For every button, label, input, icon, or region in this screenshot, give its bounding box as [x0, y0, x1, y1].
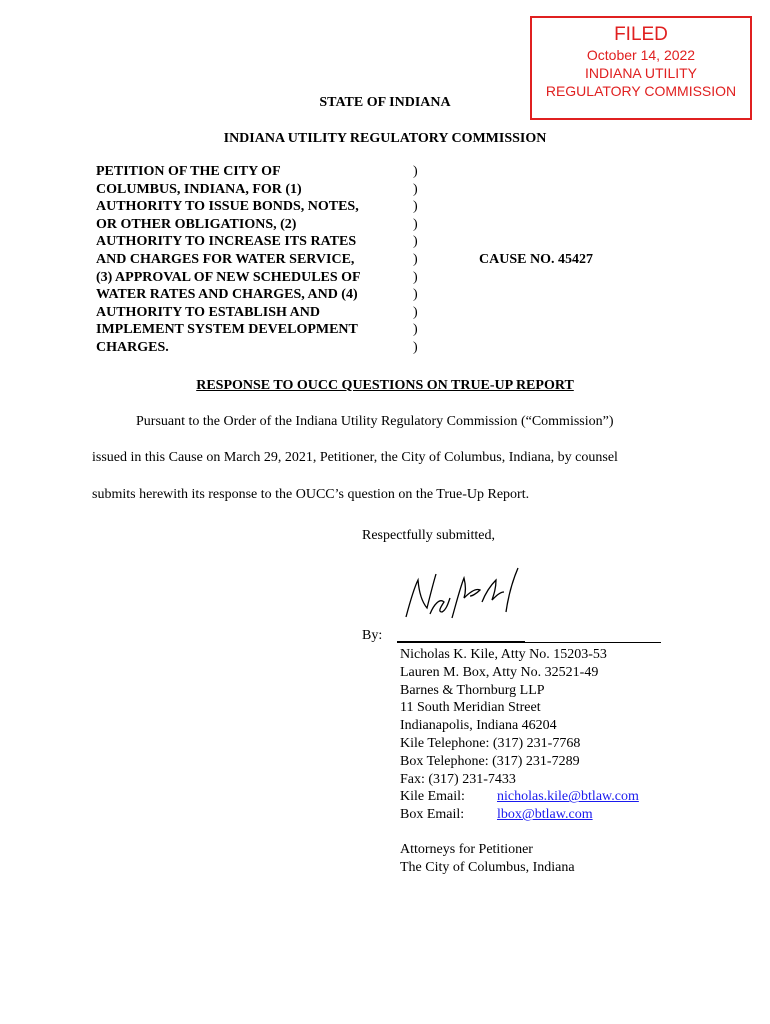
attorneys-block [400, 841, 575, 877]
kile-email-row [400, 788, 639, 806]
counsel-line: 11 South Meridian Street [400, 700, 541, 716]
attorneys-for: Attorneys for Petitioner [400, 842, 533, 857]
by-label: By: [362, 628, 383, 643]
caption-line: OR OTHER OBLIGATIONS, (2) [96, 216, 297, 232]
box-email-row [400, 806, 639, 824]
paren: ) [413, 199, 418, 215]
box-email-link[interactable]: lbox@btlaw.com [497, 807, 593, 823]
stamp-line-1: INDIANA UTILITY [584, 65, 698, 81]
paren: ) [413, 181, 418, 197]
counsel-line: Nicholas K. Kile, Atty No. 15203-53 [400, 647, 607, 662]
caption-line: IMPLEMENT SYSTEM DEVELOPMENT [96, 322, 358, 338]
stamp-title: FILED [614, 24, 668, 45]
stamp-date: October 14, 2022 [586, 47, 696, 63]
caption-line: AUTHORITY TO ISSUE BONDS, NOTES, [96, 199, 359, 215]
counsel-line: Indianapolis, Indiana 46204 [400, 718, 557, 734]
caption-line: CHARGES. [96, 339, 169, 355]
respectfully-submitted: Respectfully submitted, [362, 528, 495, 543]
caption-parentheses [413, 163, 418, 357]
counsel-line: Kile Telephone: (317) 231-7768 [400, 735, 581, 751]
commission-heading: INDIANA UTILITY REGULATORY COMMISSION [223, 131, 547, 146]
handwritten-signature [400, 562, 530, 628]
paren: ) [413, 216, 418, 232]
paren: ) [413, 269, 418, 285]
caption-line: (3) APPROVAL OF NEW SCHEDULES OF [96, 269, 361, 285]
counsel-line: Lauren M. Box, Atty No. 32521-49 [400, 664, 599, 680]
kile-email-link[interactable]: nicholas.kile@btlaw.com [497, 789, 639, 805]
paren: ) [413, 287, 418, 303]
caption-line: COLUMBUS, INDIANA, FOR (1) [96, 181, 302, 197]
paren: ) [413, 322, 418, 338]
box-email-label: Box Email: [400, 807, 465, 823]
signature-line [397, 642, 661, 643]
cause-number: CAUSE NO. 45427 [479, 252, 593, 267]
paren: ) [413, 164, 418, 179]
caption-line: AND CHARGES FOR WATER SERVICE, [96, 251, 355, 267]
body-line-3: submits herewith its response to the OUCC’s question on the True-Up Report. [92, 487, 530, 502]
caption-line: PETITION OF THE CITY OF [96, 164, 281, 179]
kile-email-label: Kile Email: [400, 789, 465, 805]
stamp-line-2: REGULATORY COMMISSION [545, 83, 737, 99]
counsel-line: Barnes & Thornburg LLP [400, 682, 545, 698]
body-line-1: Pursuant to the Order of the Indiana Utility Regulatory Commission (“Commission”) [136, 414, 614, 429]
caption-line: AUTHORITY TO ESTABLISH AND [96, 304, 320, 320]
body-line-2: issued in this Cause on March 29, 2021, Petitioner, the City of Columbus, Indiana, by counsel [92, 450, 618, 465]
caption-line: AUTHORITY TO INCREASE ITS RATES [96, 234, 357, 250]
client-name: The City of Columbus, Indiana [400, 859, 575, 875]
state-heading: STATE OF INDIANA [319, 95, 451, 110]
counsel-line: Fax: (317) 231-7433 [400, 771, 516, 787]
paren: ) [413, 234, 418, 250]
counsel-line: Box Telephone: (317) 231-7289 [400, 753, 580, 769]
case-caption [96, 163, 384, 357]
paren: ) [413, 304, 418, 320]
paren: ) [413, 339, 418, 355]
paren: ) [413, 251, 418, 267]
document-heading: RESPONSE TO OUCC QUESTIONS ON TRUE-UP REPORT [196, 378, 574, 393]
caption-line: WATER RATES AND CHARGES, AND (4) [96, 287, 358, 303]
counsel-block [400, 646, 639, 824]
